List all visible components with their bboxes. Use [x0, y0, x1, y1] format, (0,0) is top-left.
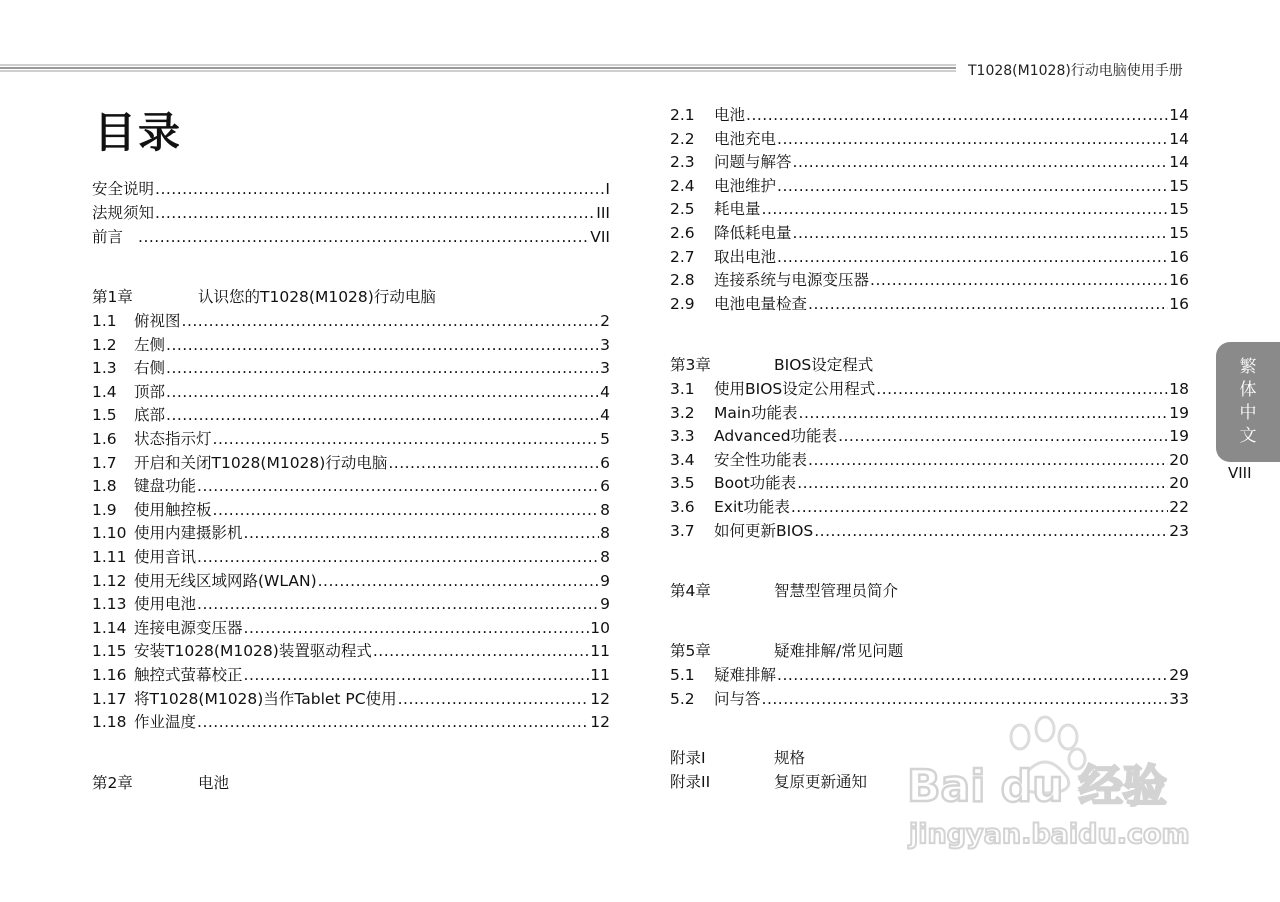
leader-dots — [213, 501, 600, 519]
toc-row[interactable] — [92, 474, 610, 496]
section-number: 1.11 — [92, 548, 127, 566]
header-rule — [0, 64, 956, 72]
section-number: 1.9 — [92, 500, 117, 519]
leader-dots — [777, 177, 1168, 195]
toc-page: VII — [590, 228, 610, 246]
section-number: 5.1 — [670, 666, 695, 684]
section-number: 3.4 — [670, 450, 695, 469]
toc-page: 22 — [1169, 498, 1189, 516]
toc-label: 底部 — [134, 406, 166, 425]
chapter-title: 疑难排解/常见问题 — [774, 642, 904, 660]
chapter-title: BIOS设定程式 — [774, 356, 874, 374]
section-number: 1.16 — [92, 666, 127, 684]
chapter-number: 第4章 — [670, 582, 711, 600]
toc-label: 降低耗电量 — [714, 224, 792, 242]
toc-label: 右侧 — [134, 359, 166, 378]
toc-row[interactable] — [670, 687, 1189, 709]
page-number: VIII — [1228, 464, 1252, 482]
toc-label: 将T1028(M1028)当作Tablet PC使用 — [134, 689, 397, 708]
toc-row[interactable] — [92, 616, 610, 638]
leader-dots — [793, 153, 1169, 171]
leader-dots — [197, 548, 599, 566]
section-number: 1.4 — [92, 382, 117, 401]
toc-row[interactable] — [670, 127, 1189, 149]
toc-page: 19 — [1169, 427, 1189, 446]
section-number: 1.10 — [92, 524, 127, 543]
section-number: 2.4 — [670, 176, 695, 195]
section-number: 2.2 — [670, 129, 695, 148]
toc-label: 如何更新BIOS — [714, 521, 814, 540]
toc-label: 安装T1028(M1028)装置驱动程式 — [134, 642, 372, 661]
chapter-title: 电池 — [198, 774, 230, 792]
toc-label: 电池电量检查 — [714, 294, 808, 313]
toc-page: 14 — [1169, 129, 1189, 148]
toc-row[interactable] — [670, 471, 1189, 493]
toc-row[interactable] — [92, 333, 610, 355]
toc-row[interactable] — [670, 401, 1189, 423]
toc-label: 开启和关闭T1028(M1028)行动电脑 — [134, 453, 388, 472]
toc-row[interactable] — [92, 545, 610, 567]
leader-dots — [398, 690, 590, 708]
toc-page: 8 — [600, 500, 610, 519]
toc-page: 16 — [1169, 294, 1189, 313]
leader-dots — [318, 572, 600, 590]
leader-dots — [762, 690, 1169, 708]
section-number: 1.12 — [92, 571, 127, 590]
toc-page: 20 — [1169, 474, 1189, 493]
leader-dots — [799, 404, 1169, 422]
chapter-1-heading[interactable] — [92, 285, 436, 307]
toc-row[interactable] — [670, 495, 1189, 517]
toc-label: 使用触控板 — [134, 500, 212, 519]
appendix-number: 附录I — [670, 749, 706, 767]
leader-dots — [197, 477, 599, 495]
chapter-number: 第1章 — [92, 288, 133, 306]
toc-row[interactable] — [670, 663, 1189, 685]
section-number: 3.7 — [670, 521, 695, 540]
toc-page: 3 — [600, 335, 610, 354]
leader-dots — [797, 474, 1168, 492]
toc-page: 15 — [1169, 200, 1189, 219]
toc-row[interactable] — [670, 197, 1189, 219]
section-number: 1.14 — [92, 618, 127, 637]
toc-page: 9 — [600, 571, 610, 590]
leader-dots — [166, 383, 599, 401]
leader-dots — [155, 204, 595, 222]
toc-row[interactable] — [92, 451, 610, 473]
toc-label: 疑难排解 — [714, 666, 777, 684]
toc-row[interactable] — [92, 309, 610, 331]
leader-dots — [777, 130, 1168, 148]
toc-label: 使用BIOS设定公用程式 — [714, 380, 876, 398]
toc-page: 4 — [600, 406, 610, 425]
toc-page: III — [596, 204, 610, 222]
toc-row[interactable] — [92, 356, 610, 378]
toc-label: 耗电量 — [714, 200, 761, 219]
toc-label: 触控式萤幕校正 — [134, 666, 243, 684]
leader-dots — [182, 312, 600, 330]
toc-row[interactable] — [670, 174, 1189, 196]
section-number: 2.1 — [670, 106, 695, 124]
appendix-number: 附录II — [670, 773, 711, 791]
toc-page: 8 — [600, 524, 610, 543]
toc-row[interactable] — [92, 498, 610, 520]
leader-dots — [166, 336, 599, 354]
leader-dots — [197, 713, 589, 731]
toc-label: 顶部 — [134, 382, 166, 401]
toc-label: 使用电池 — [134, 595, 197, 614]
toc-page: 5 — [600, 430, 610, 448]
section-number: 1.18 — [92, 713, 127, 732]
section-number: 2.5 — [670, 200, 695, 219]
leader-dots — [791, 498, 1168, 516]
toc-label: 安全性功能表 — [714, 450, 808, 469]
toc-page: I — [605, 180, 610, 198]
leader-dots — [373, 642, 589, 660]
section-number: 2.3 — [670, 153, 695, 172]
toc-label: 安全说明 — [92, 180, 155, 198]
watermark-url: jingyan.baidu.com — [909, 819, 1190, 850]
chapter-4-heading[interactable] — [670, 579, 898, 601]
toc-page: 8 — [600, 548, 610, 566]
appendix-2-heading[interactable] — [670, 770, 867, 792]
toc-page: 33 — [1169, 689, 1189, 708]
toc-row[interactable] — [92, 521, 610, 543]
toc-label: Exit功能表 — [714, 498, 790, 516]
leader-dots — [876, 380, 1168, 398]
chapter-3-heading[interactable] — [670, 353, 873, 375]
leader-dots — [138, 228, 589, 246]
toc-label: 电池 — [714, 106, 746, 124]
toc-page: 19 — [1169, 403, 1189, 422]
toc-row[interactable] — [670, 268, 1189, 290]
appendix-title: 复原更新通知 — [774, 773, 868, 791]
chapter-title: 智慧型管理员简介 — [774, 582, 899, 600]
toc-label: 电池充电 — [714, 129, 777, 148]
toc-label: 左侧 — [134, 335, 166, 354]
toc-page: 4 — [600, 382, 610, 401]
leader-dots — [808, 295, 1168, 313]
toc-row[interactable] — [670, 448, 1189, 470]
toc-page: 12 — [590, 689, 610, 708]
toc-label: 使用无线区域网路(WLAN) — [134, 571, 317, 590]
section-number: 1.6 — [92, 430, 117, 448]
leader-dots — [808, 451, 1168, 469]
toc-row[interactable] — [92, 403, 610, 425]
toc-label: 作业温度 — [134, 713, 197, 732]
section-number: 1.8 — [92, 477, 117, 496]
toc-row-front-2[interactable] — [92, 201, 610, 223]
toc-page: 29 — [1169, 666, 1189, 684]
manual-title: T1028(M1028)行动电脑使用手册 — [968, 63, 1183, 79]
toc-page: 18 — [1169, 380, 1189, 398]
leader-dots — [814, 522, 1168, 540]
toc-label: Boot功能表 — [714, 474, 797, 493]
toc-row[interactable] — [670, 292, 1189, 314]
toc-page: 6 — [600, 453, 610, 472]
toc-label: 电池维护 — [714, 176, 777, 195]
appendix-1-heading[interactable] — [670, 746, 805, 768]
toc-page: 2 — [600, 312, 610, 330]
toc-row[interactable] — [670, 103, 1189, 125]
toc-label: 法规须知 — [92, 204, 155, 222]
toc-row-front-1[interactable] — [92, 177, 610, 199]
toc-label: 问与答 — [714, 689, 761, 708]
toc-row[interactable] — [670, 245, 1189, 267]
leader-dots — [793, 224, 1169, 242]
toc-page: 15 — [1169, 224, 1189, 242]
chapter-title: 认识您的T1028(M1028)行动电脑 — [198, 288, 436, 306]
section-number: 2.8 — [670, 271, 695, 290]
chapter-2-heading[interactable] — [92, 771, 229, 793]
toc-page: 11 — [590, 642, 610, 661]
section-number: 2.9 — [670, 294, 695, 313]
section-number: 3.1 — [670, 380, 695, 398]
toc-page: 6 — [600, 477, 610, 496]
toc-row[interactable] — [670, 519, 1189, 541]
toc-label: 俯视图 — [134, 312, 181, 330]
toc-page: 9 — [600, 595, 610, 614]
watermark-brand: Bai du 经验 — [907, 761, 1167, 812]
section-number: 3.3 — [670, 427, 695, 446]
tab-char: 体 — [1239, 380, 1257, 400]
toc-row[interactable] — [92, 663, 610, 685]
toc-page: 23 — [1169, 521, 1189, 540]
toc-page: 3 — [600, 359, 610, 378]
toc-label: 使用内建摄影机 — [134, 524, 243, 543]
section-number: 3.2 — [670, 403, 695, 422]
toc-row[interactable] — [670, 221, 1189, 243]
toc-label: 前言 — [92, 228, 124, 246]
section-number: 1.7 — [92, 453, 117, 472]
section-number: 3.6 — [670, 498, 695, 516]
toc-page: 16 — [1169, 271, 1189, 290]
toc-page: 14 — [1169, 153, 1189, 172]
toc-row[interactable] — [92, 592, 610, 614]
toc-label: 键盘功能 — [134, 477, 197, 496]
chapter-number: 第2章 — [92, 774, 133, 792]
section-number: 1.15 — [92, 642, 127, 661]
toc-row[interactable] — [92, 710, 610, 732]
chapter-5-heading[interactable] — [670, 639, 903, 661]
leader-dots — [155, 180, 604, 198]
chapter-number: 第3章 — [670, 356, 711, 374]
section-number: 2.7 — [670, 247, 695, 266]
leader-dots — [244, 666, 590, 684]
toc-page: 10 — [590, 618, 610, 637]
section-number: 1.1 — [92, 312, 117, 330]
section-number: 3.5 — [670, 474, 695, 493]
page-title: 目录 — [94, 108, 183, 157]
leader-dots — [244, 619, 590, 637]
leader-dots — [777, 248, 1168, 266]
toc-label: 取出电池 — [714, 247, 777, 266]
leader-dots — [213, 430, 600, 448]
leader-dots — [166, 406, 599, 424]
toc-label: 状态指示灯 — [134, 430, 212, 448]
leader-dots — [870, 271, 1168, 289]
toc-page: 11 — [590, 666, 610, 684]
toc-row[interactable] — [670, 424, 1189, 446]
toc-label: 连接电源变压器 — [134, 618, 243, 637]
leader-dots — [244, 524, 600, 542]
toc-row[interactable] — [92, 380, 610, 402]
toc-label: Advanced功能表 — [714, 427, 838, 446]
leader-dots — [746, 106, 1168, 124]
appendix-title: 规格 — [774, 749, 806, 767]
toc-row[interactable] — [92, 569, 610, 591]
leader-dots — [388, 454, 599, 472]
toc-page: 12 — [590, 713, 610, 732]
section-number: 1.17 — [92, 689, 127, 708]
leader-dots — [166, 359, 599, 377]
tab-char: 中 — [1239, 403, 1257, 423]
language-tab[interactable] — [1216, 342, 1280, 462]
tab-char: 繁 — [1239, 357, 1257, 377]
section-number: 1.5 — [92, 406, 117, 425]
toc-page: 14 — [1169, 106, 1189, 124]
chapter-number: 第5章 — [670, 642, 711, 660]
toc-row-front-3[interactable] — [92, 225, 610, 247]
leader-dots — [777, 666, 1168, 684]
toc-row[interactable] — [670, 150, 1189, 172]
toc-page: 16 — [1169, 247, 1189, 266]
toc-label: Main功能表 — [714, 403, 798, 422]
tab-char: 文 — [1239, 426, 1257, 446]
section-number: 1.3 — [92, 359, 117, 378]
toc-page: 15 — [1169, 176, 1189, 195]
section-number: 5.2 — [670, 689, 695, 708]
toc-row[interactable] — [670, 377, 1189, 399]
toc-row[interactable] — [92, 687, 610, 709]
toc-label: 连接系统与电源变压器 — [714, 271, 870, 290]
section-number: 2.6 — [670, 224, 695, 242]
toc-row[interactable] — [92, 639, 610, 661]
leader-dots — [838, 427, 1168, 445]
toc-label: 使用音讯 — [134, 548, 197, 566]
toc-label: 问题与解答 — [714, 153, 792, 172]
toc-row[interactable] — [92, 427, 610, 449]
section-number: 1.13 — [92, 595, 127, 614]
section-number: 1.2 — [92, 335, 117, 354]
toc-page: 20 — [1169, 450, 1189, 469]
leader-dots — [197, 595, 599, 613]
baidu-watermark — [905, 715, 1205, 865]
leader-dots — [762, 200, 1169, 218]
